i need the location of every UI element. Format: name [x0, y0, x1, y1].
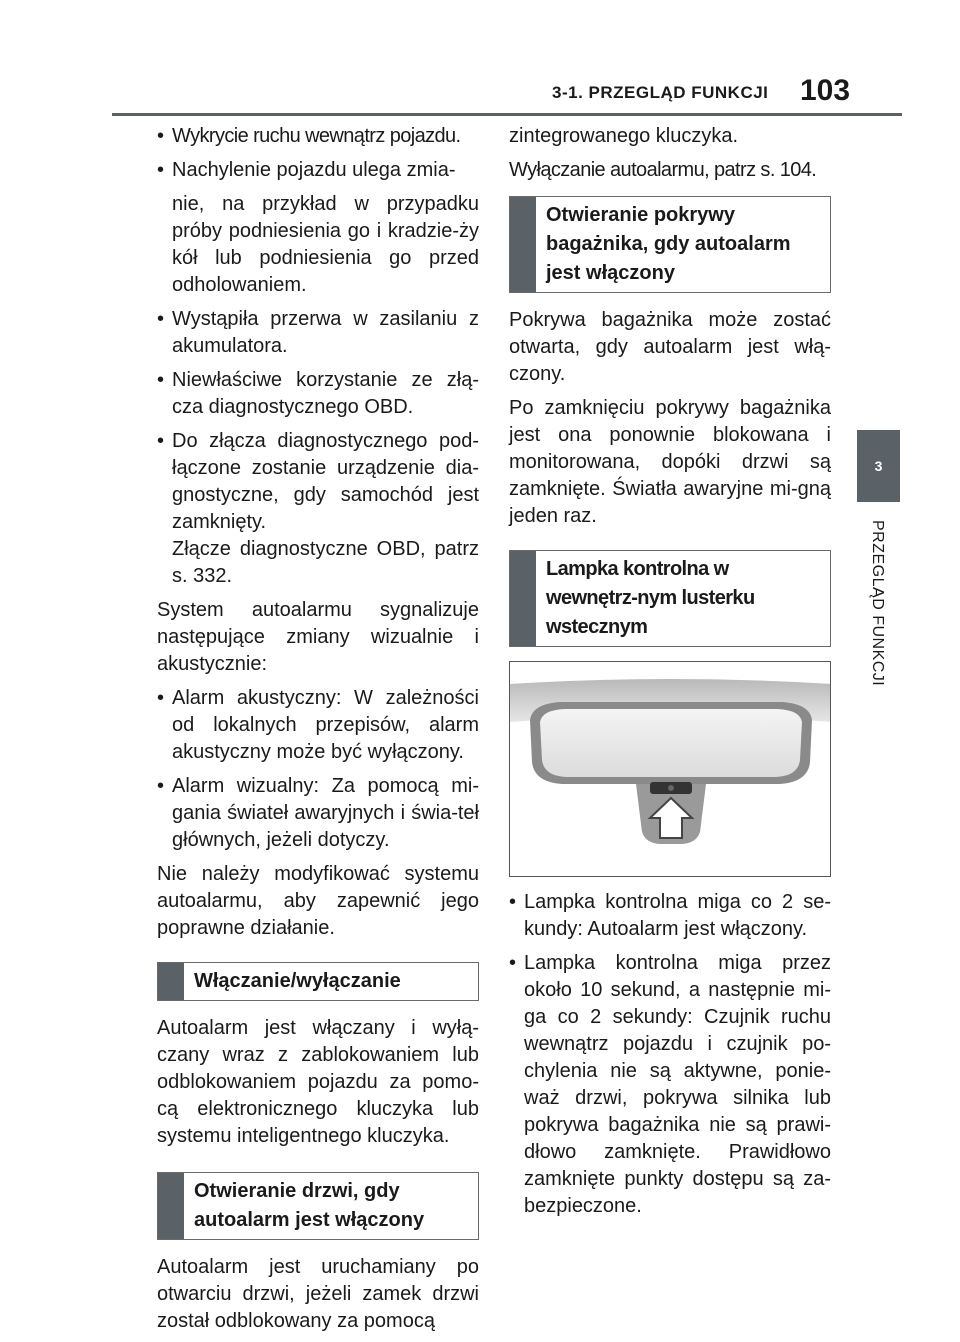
left-column	[157, 123, 479, 1342]
chapter-label: PRZEGLĄD FUNKCJI	[869, 520, 886, 687]
header-divider	[112, 113, 902, 116]
page-number: 103	[800, 74, 851, 107]
list-item: • Lampka kontrolna miga przez około 10 sekund, a następnie mi-ga co 2 sekundy: Czujnik ruchu wewnątrz pojazdu i czujnik po-chylenia nie są aktywne, ponie-waż drzwi, pokrywa silnika lub pokrywa bagażnika nie są prawi-dłowo zamknięte. Prawidłowo zamknięte punkty dostępu są za-bezpieczone.	[509, 950, 831, 1220]
list-item: • Alarm akustyczny: W zależności od lokalnych przepisów, alarm akustyczny może być wyłączony.	[157, 685, 479, 766]
paragraph: Wyłączanie autoalarmu, patrz s. 104.	[509, 159, 817, 181]
list-item: • Niewłaściwe korzystanie ze złą-cza diagnostycznego OBD.	[157, 367, 479, 421]
paragraph: zintegrowanego kluczyka.	[509, 125, 739, 147]
heading-text: Włączanie/wyłączanie	[194, 970, 401, 992]
heading-bar	[510, 551, 536, 646]
section-heading	[157, 1172, 479, 1240]
paragraph: Autoalarm jest włączany i wyłą-czany wraz z zablokowaniem lub odblokowaniem pojazdu za pomo-cą elektronicznego kluczyka lub systemu inteligentnego kluczyka.	[157, 1017, 479, 1147]
section-heading	[157, 962, 479, 1001]
chapter-tab: 3	[857, 430, 900, 502]
list-item: • Lampka kontrolna miga co 2 se-kundy: Autoalarm jest włączony.	[509, 889, 831, 943]
section-heading	[509, 550, 831, 647]
list-item: • Wystąpiła przerwa w zasilaniu z akumulatora.	[157, 306, 479, 360]
indicator-lamp	[668, 785, 674, 791]
list-item: • Alarm wizualny: Za pomocą mi-gania świateł awaryjnych i świa-teł głównych, jeżeli dotyczy.	[157, 773, 479, 854]
list-item: • Wykrycie ruchu wewnątrz pojazdu.	[157, 123, 479, 150]
paragraph: System autoalarmu sygnalizuje następujące zmiany wizualnie i akustycznie:	[157, 599, 479, 675]
list-item: • Do złącza diagnostycznego pod-łączone zostanie urządzenie dia-gnostyczne, gdy samochód jest zamknięty. Złącze diagnostyczne OBD, patrz s. 332.	[157, 428, 479, 590]
section-title: 3-1. PRZEGLĄD FUNKCJI	[552, 83, 769, 102]
heading-bar	[158, 963, 184, 1000]
paragraph: Nie należy modyfikować systemu autoalarmu, aby zapewnić jego poprawne działanie.	[157, 863, 479, 939]
right-column	[509, 123, 831, 1227]
paragraph: Pokrywa bagażnika może zostać otwarta, gdy autoalarm jest włą-czony.	[509, 309, 831, 385]
mirror-illustration	[509, 661, 831, 877]
heading-text: Lampka kontrolna w wewnętrz-nym lusterku wstecznym	[546, 558, 755, 638]
list-item: • Nachylenie pojazdu ulega zmia- nie, na przykład w przypadku próby podniesienia go i kradzie-ży kół lub podniesienia go przed odholowaniem.	[157, 157, 479, 299]
heading-bar	[158, 1173, 184, 1239]
mirror-glass	[540, 709, 802, 777]
paragraph: Po zamknięciu pokrywy bagażnika jest ona ponownie blokowana i monitorowana, dopóki drzwi są zamknięte. Światła awaryjne mi-gną jeden raz.	[509, 397, 831, 527]
heading-bar	[510, 197, 536, 292]
paragraph: Autoalarm jest uruchamiany po otwarciu drzwi, jeżeli zamek drzwi został odblokowany za pomocą	[157, 1256, 479, 1332]
heading-text: Otwieranie drzwi, gdy autoalarm jest włączony	[194, 1180, 425, 1231]
heading-text: Otwieranie pokrywy bagażnika, gdy autoalarm jest włączony	[546, 204, 791, 284]
section-heading	[509, 196, 831, 293]
rearview-mirror-drawing	[510, 662, 831, 876]
